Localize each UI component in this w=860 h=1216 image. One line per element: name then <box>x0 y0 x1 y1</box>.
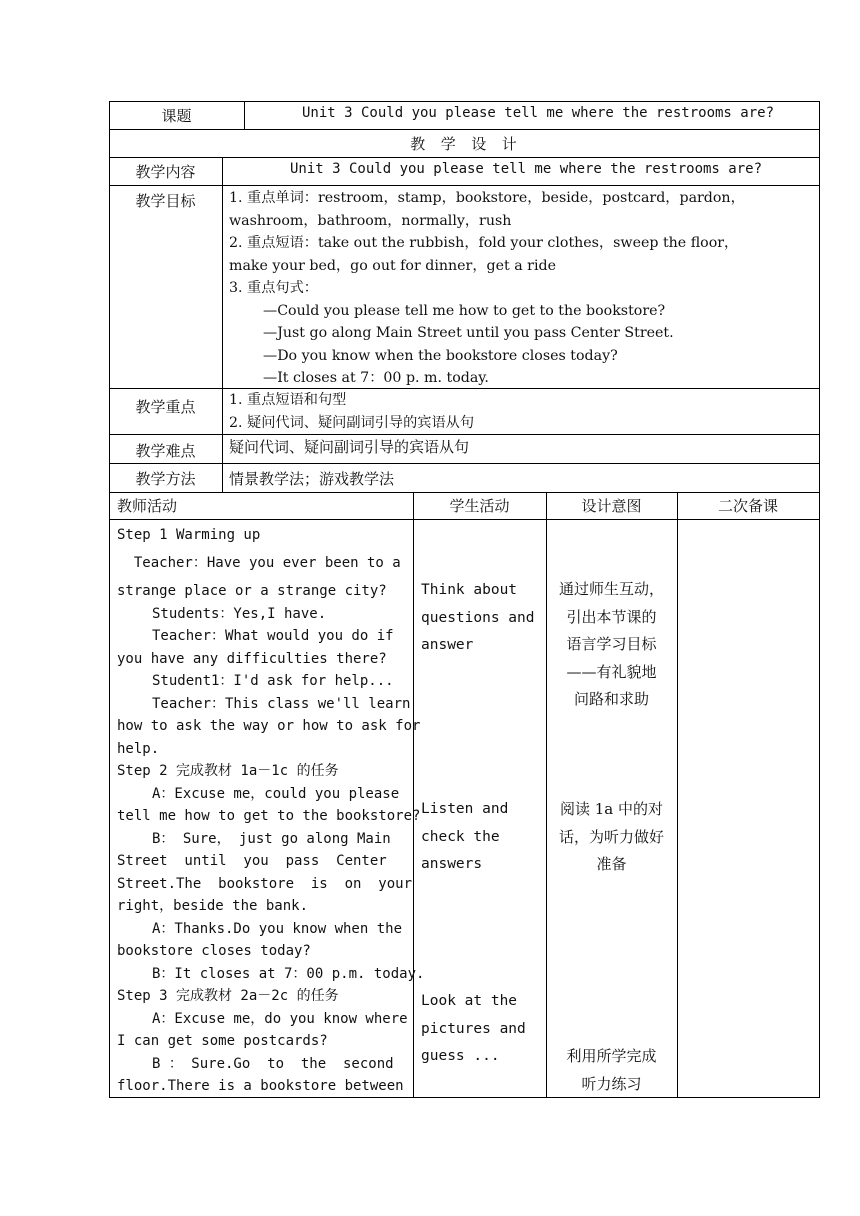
topic-label: 课题 <box>161 107 192 125</box>
header-student: 学生活动 <box>449 497 510 515</box>
objectives-list <box>229 187 815 390</box>
student-activity-2 <box>421 796 543 879</box>
teacher-line: tell me how to get to the bookstore? <box>117 808 421 824</box>
teacher-line: A：Excuse me，do you know where <box>152 1011 408 1027</box>
teacher-line: bookstore closes today? <box>117 943 311 959</box>
student-line: Listen and <box>421 801 509 817</box>
design-line: 听力练习 <box>581 1074 642 1093</box>
teacher-line: Teacher：This class we'll learn <box>152 696 411 712</box>
teacher-line: A：Excuse me，could you please <box>152 786 400 802</box>
objective-line: —It closes at 7：00 p. m. today. <box>263 370 489 386</box>
student-activity-3 <box>421 988 543 1071</box>
key-point-line: 2. 疑问代词、疑问副词引导的宾语从句 <box>229 414 475 431</box>
objective-line: make your bed，go out for dinner，get a ride <box>229 257 556 274</box>
teacher-line: Student1：I'd ask for help... <box>152 673 394 689</box>
teacher-line: Students：Yes,I have. <box>152 606 327 622</box>
design-line: 语言学习目标 <box>566 635 657 653</box>
teacher-line: Step 1 Warming up <box>117 527 261 543</box>
student-line: pictures and <box>421 1020 526 1037</box>
design-line: 话，为听力做好 <box>558 827 664 846</box>
student-line: guess ... <box>421 1048 500 1064</box>
content-label: 教学内容 <box>135 163 196 181</box>
objective-line: —Do you know when the bookstore closes today? <box>263 347 618 364</box>
teacher-step-heading: Step 2 完成教材 1a－1c 的任务 <box>117 763 339 779</box>
teacher-line: A：Thanks.Do you know when the <box>152 921 403 937</box>
teacher-line: B：It closes at 7：00 p.m. today. <box>152 966 425 982</box>
teacher-step-heading: Step 3 完成教材 2a－2c 的任务 <box>117 988 339 1004</box>
teacher-line: Teacher：Have you ever been to a <box>117 555 401 571</box>
teacher-line: right，beside the bank. <box>117 898 309 914</box>
design-line: 阅读 1a 中的对 <box>559 800 664 818</box>
content-value: Unit 3 Could you please tell me where the restrooms are? <box>290 161 763 177</box>
design-line: 利用所学完成 <box>566 1047 657 1065</box>
design-line: 通过师生互动， <box>558 580 664 598</box>
objective-line: 3. 重点句式： <box>229 280 318 296</box>
header-backup: 二次备课 <box>717 497 778 515</box>
design-line: ——有礼貌地 <box>566 662 657 681</box>
objective-line: —Just go along Main Street until you pass Center Street. <box>263 325 674 341</box>
teacher-line: floor.There is a bookstore between <box>117 1078 404 1094</box>
objective-line: 2. 重点短语：take out the rubbish，fold your clothes，sweep the floor， <box>229 235 739 251</box>
teacher-line: how to ask the way or how to ask for <box>117 718 421 734</box>
methods-label: 教学方法 <box>135 470 196 488</box>
section-title: 教 学 设 计 <box>410 135 519 153</box>
teacher-line: I can get some postcards? <box>117 1033 328 1049</box>
key-point-line: 1. 重点短语和句型 <box>229 392 347 408</box>
objective-line: washroom，bathroom，normally，rush <box>229 212 512 229</box>
difficulties-value: 疑问代词、疑问副词引导的宾语从句 <box>229 438 470 456</box>
student-line: answer <box>421 637 474 653</box>
student-line: check the <box>421 828 500 845</box>
student-line: questions and <box>421 609 535 626</box>
design-intent-3 <box>547 1043 676 1098</box>
teacher-line: you have any difficulties there? <box>117 651 387 667</box>
header-teacher: 教师活动 <box>117 497 178 515</box>
teacher-line: strange place or a strange city? <box>117 583 387 599</box>
key-points-label: 教学重点 <box>135 398 196 416</box>
student-activity-1 <box>421 577 543 660</box>
teacher-line: Street.The bookstore is on your <box>117 876 413 892</box>
design-intent-1 <box>547 576 676 714</box>
header-design: 设计意图 <box>581 497 642 515</box>
teacher-line: Street until you pass Center <box>117 853 387 869</box>
design-line: 问路和求助 <box>573 690 649 708</box>
design-line: 引出本节课的 <box>566 607 657 626</box>
key-points-list <box>229 389 815 434</box>
teacher-line: B ： Sure.Go to the second <box>152 1056 394 1072</box>
objective-line: 1. 重点单词：restroom，stamp，bookstore，beside，postcard，pardon， <box>229 190 745 206</box>
student-line: Think about <box>421 582 518 598</box>
design-intent-2 <box>547 796 676 879</box>
teacher-line: Teacher：What would you do if <box>152 628 394 644</box>
design-line: 准备 <box>596 855 627 873</box>
difficulties-label: 教学难点 <box>135 442 196 460</box>
objectives-label: 教学目标 <box>135 192 196 210</box>
teacher-line: help. <box>117 741 160 757</box>
teacher-line: B： Sure， just go along Main <box>152 831 391 847</box>
topic-value: Unit 3 Could you please tell me where the restrooms are? <box>302 105 775 121</box>
student-line: Look at the <box>421 993 518 1009</box>
objective-line: —Could you please tell me how to get to the bookstore? <box>263 302 666 319</box>
student-line: answers <box>421 856 483 872</box>
methods-value: 情景教学法；游戏教学法 <box>229 470 395 488</box>
